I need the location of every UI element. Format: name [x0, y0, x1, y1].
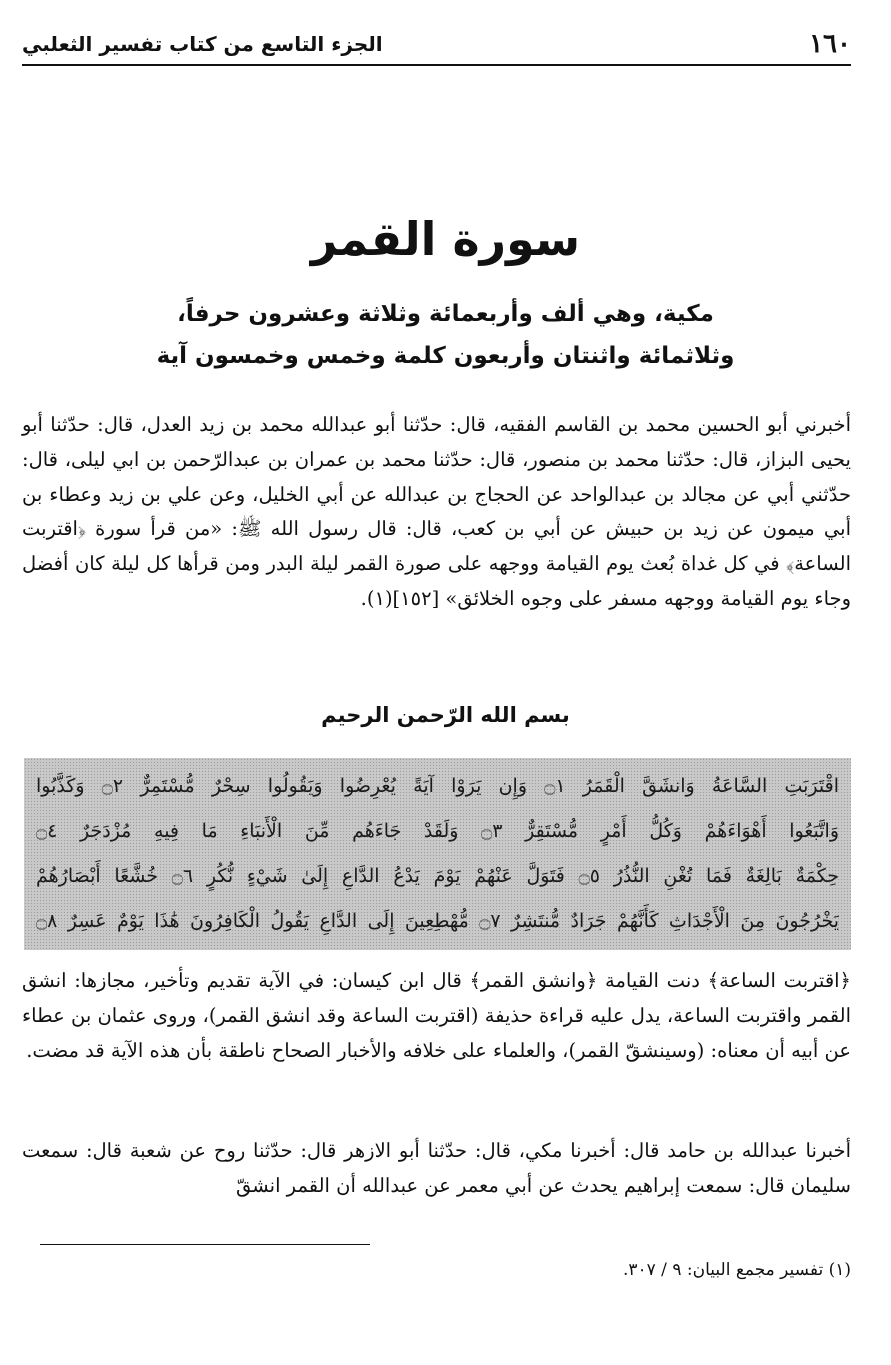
footnote: (١) تفسير مجمع البيان: ٩ / ٣٠٧.	[622, 1260, 851, 1280]
commentary-paragraph: ﴿اقتربت الساعة﴾ دنت القيامة ﴿وانشق القمر﴾ قال ابن كيسان: في الآية تقديم وتأخير، مجازها: انشق القمر واقتربت الساعة، يدل عليه قراءة حذيفة (اقتربت الساعة وقد انشق القمر)، وروى عثمان بن عطاء عن أبيه أن معناه: (وسينشقّ القمر)، والعلماء على خلافه والأخبار الصحاح ناطقة بأن هذه الآية قد مضت.	[22, 969, 851, 1062]
quran-line: حِكْمَةٌ بَالِغَةٌ فَمَا تُغْنِ النُّذُرُ ۝٥ فَتَوَلَّ عَنْهُمْ يَوْمَ يَدْعُ الدَّاعِ إِلَىٰ شَيْءٍ نُّكُرٍ ۝٦ خُشَّعًا أَبْصَارُهُمْ	[36, 865, 839, 887]
surah-title: سورة القمر	[310, 212, 581, 266]
subtitle-line: مكية، وهي ألف وأربعمائة وثلاثة وعشرون حرفاً،	[177, 301, 714, 327]
quran-line: اقْتَرَبَتِ السَّاعَةُ وَانشَقَّ الْقَمَرُ ۝١ وَإِن يَرَوْا آيَةً يُعْرِضُوا وَيَقُولُوا سِحْرٌ مُّسْتَمِرٌّ ۝٢ وَكَذَّبُوا	[36, 775, 839, 797]
subtitle-line: وثلاثمائة واثنتان وأربعون كلمة وخمس وخمسون آية	[156, 343, 735, 369]
basmala: بسم الله الرّحمن الرحيم	[321, 703, 570, 727]
quran-line: يَخْرُجُونَ مِنَ الْأَجْدَاثِ كَأَنَّهُمْ جَرَادٌ مُّنتَشِرٌ ۝٧ مُّهْطِعِينَ إِلَى الدَّاعِ يَقُولُ الْكَافِرُونَ هَٰذَا يَوْمٌ عَسِرٌ ۝٨	[36, 910, 839, 932]
hadith-paragraph: أخبرني أبو الحسين محمد بن القاسم الفقيه، قال: حدّثنا أبو عبدالله محمد بن زيد العدل، قال: حدّثنا أبو يحيى البزاز، قال: حدّثنا محمد بن منصور، قال: حدّثنا محمد بن عمران بن عبدالرّحمن بن ابي ليلى، قال: حدّثني أبي عن مجالد بن عبدالواحد عن الحجاج بن عبدالله عن أبي الخليل، وعن علي بن زيد وعطاء بن أبي ميمون عن زيد بن حبيش عن أبي بن كعب، قال: قال رسول الله ﷺ: «من قرأ سورة ﴿اقتربت الساعة﴾ في كل غداة بُعث يوم القيامة ووجهه على صورة القمر ليلة البدر ومن قرأها كل ليلة كان أفضل وجاء يوم القيامة ووجهه مسفر على وجوه الخلائق» [١٥٢](١).	[22, 413, 851, 610]
page-number: ١٦٠	[809, 29, 851, 59]
quran-verses-box	[24, 758, 851, 950]
footnote-divider	[40, 1244, 370, 1245]
page-header	[22, 24, 851, 66]
running-title: الجزء التاسع من كتاب تفسير الثعلبي	[22, 32, 383, 56]
surah-subtitle	[40, 293, 851, 377]
narration-paragraph: أخبرنا عبدالله بن حامد قال: أخبرنا مكي، قال: حدّثنا أبو الازهر قال: حدّثنا روح عن شعبة قال: سمعت سليمان قال: سمعت إبراهيم يحدث عن أبي معمر عن عبدالله أن القمر انشقّ	[22, 1139, 851, 1197]
quran-line: وَاتَّبَعُوا أَهْوَاءَهُمْ وَكُلُّ أَمْرٍ مُّسْتَقِرٌّ ۝٣ وَلَقَدْ جَاءَهُم مِّنَ الْأَنبَاءِ مَا فِيهِ مُزْدَجَرٌ ۝٤	[36, 820, 839, 842]
